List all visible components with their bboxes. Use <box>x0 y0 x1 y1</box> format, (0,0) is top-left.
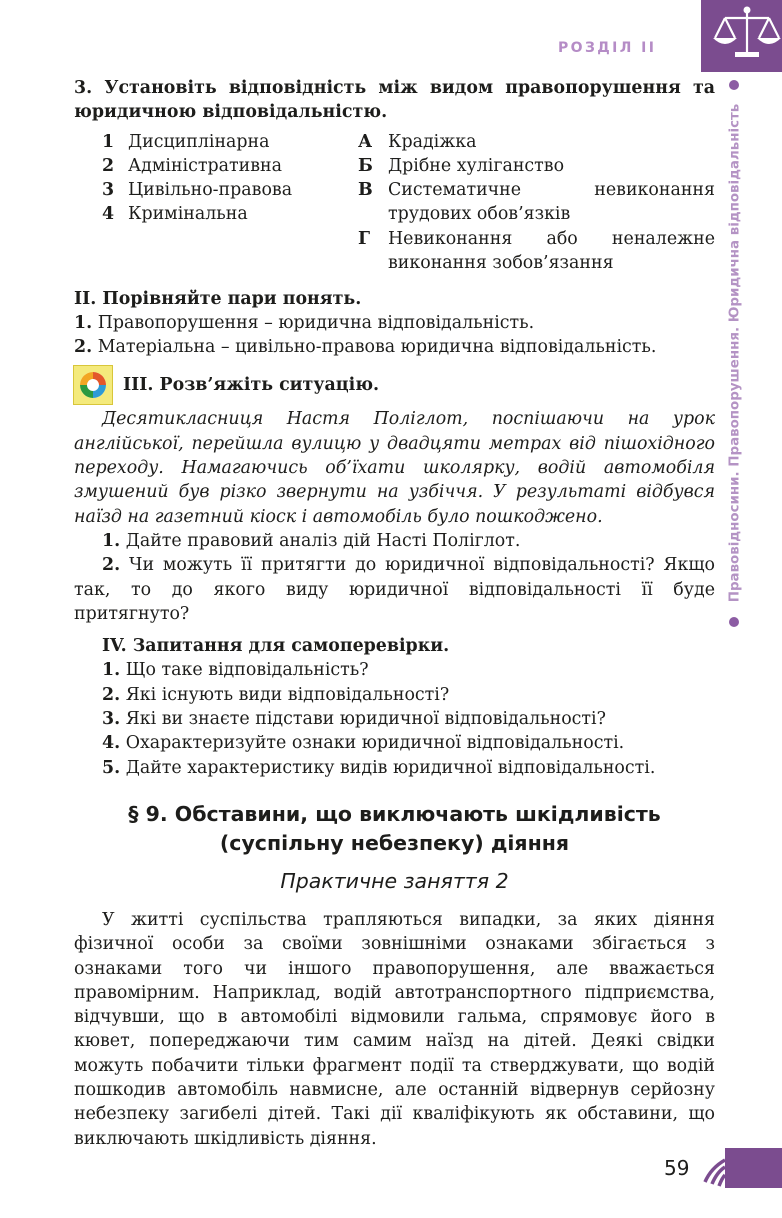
page-number: 59 <box>664 1156 690 1180</box>
match-left-1: 1 Дисциплінарна <box>102 131 270 152</box>
side-dot-bottom <box>729 617 739 627</box>
side-title-text: Правовідносини. Правопорушення. Юридична відповідальність <box>727 103 743 603</box>
paragraph-body: У житті суспільства трапляються випадки, за яких діяння фізичної особи за своїми зовнішніми ознаками збігається з ознаками того чи іншого правопорушення, але вважається правомірним. Наприклад, водій автотранспортного підприємства, відчувши, що в автомобілі відмовили гальма, спрямовує його в кювет, попереджаючи тим самим наїзд на дітей. Деякі свідки можуть побачити тільки фрагмент події та стверджувати, що водій пошкодив автомобіль навмисне, але останній відвернув серйозну небезпеку загибелі дітей. Такі дії кваліфікують як обставини, що виключають шкідливість діяння. <box>74 909 715 1149</box>
match-left-3: 3 Цивільно-правова <box>102 180 293 201</box>
paragraph-title-line-2: (суспільну небезпеку) діяння <box>219 830 570 855</box>
page-content <box>74 76 715 1151</box>
matching-right-column <box>358 130 715 276</box>
section2-item-1: 1. Правопорушення – юридична відповідальність. <box>74 312 535 333</box>
side-dot-top <box>729 80 739 90</box>
match-right-b: Б Дрібне хуліганство <box>358 155 565 176</box>
paragraph-title-line-1: § 9. Обставини, що виключають шкідливість <box>128 801 661 826</box>
matching-left-column <box>102 130 352 227</box>
scales-icon <box>701 0 782 72</box>
section3-title: III. Розв’яжіть ситуацію. <box>123 375 380 396</box>
section4-title: IV. Запитання для самоперевірки. <box>102 636 450 657</box>
section4-item-2: 2. Які існують види відповідальності? <box>102 684 450 705</box>
section4-item-1: 1. Що таке відповідальність? <box>102 660 369 681</box>
footer-wave-icon <box>701 1148 782 1188</box>
section4-item-3: 3. Які ви знаєте підстави юридичної відповідальності? <box>102 709 606 730</box>
match-right-c: В Систематичне невиконання трудових обов’язків <box>358 180 715 225</box>
paragraph-title <box>74 800 715 858</box>
section4-item-5: 5. Дайте характеристику видів юридичної відповідальності. <box>102 757 656 778</box>
section3-item-2: 2. Чи можуть її притягти до юридичної відповідальності? Якщо так, то до якого виду юридичної відповідальності її буде притягнуто? <box>74 555 715 624</box>
section3-item-1: 1. Дайте правовий аналіз дій Насті Поліглот. <box>102 530 521 551</box>
task3-text: Установіть відповідність між видом правопорушення та юридичною відповідальністю. <box>74 78 715 123</box>
match-right-a: А Крадіжка <box>358 131 477 152</box>
scales-tab <box>701 0 782 72</box>
matching-table <box>74 130 715 280</box>
match-right-d: Г Невиконання або неналежне виконання зобов’язання <box>358 228 715 274</box>
section2-title: II. Порівняйте пари понять. <box>74 288 362 309</box>
situation-text: Десятикласниця Настя Поліглот, поспішаючи на урок англійської, перейшла вулицю у двадцяти метрах від пішохідного переходу. Намагаючись об’їхати школярку, водій автомобіля змушений був різко звернути на узбіччя. У результаті відбувся наїзд на газетний кіоск і автомобіль було пошкоджено. <box>74 409 715 527</box>
section2-item-2: 2. Матеріальна – цивільно-правова юридична відповідальність. <box>74 337 657 358</box>
section4-item-4: 4. Охарактеризуйте ознаки юридичної відповідальності. <box>102 733 625 754</box>
match-left-4: 4 Кримінальна <box>102 204 248 225</box>
side-title <box>724 80 746 640</box>
situation-icon <box>73 365 113 405</box>
task3-number: 3. <box>74 78 93 98</box>
task3-question <box>74 76 715 125</box>
section-label: РОЗДІЛ II <box>558 40 657 56</box>
practice-subtitle: Практичне заняття 2 <box>280 868 509 893</box>
match-left-2: 2 Адміністративна <box>102 155 282 176</box>
section3-heading <box>74 365 715 405</box>
